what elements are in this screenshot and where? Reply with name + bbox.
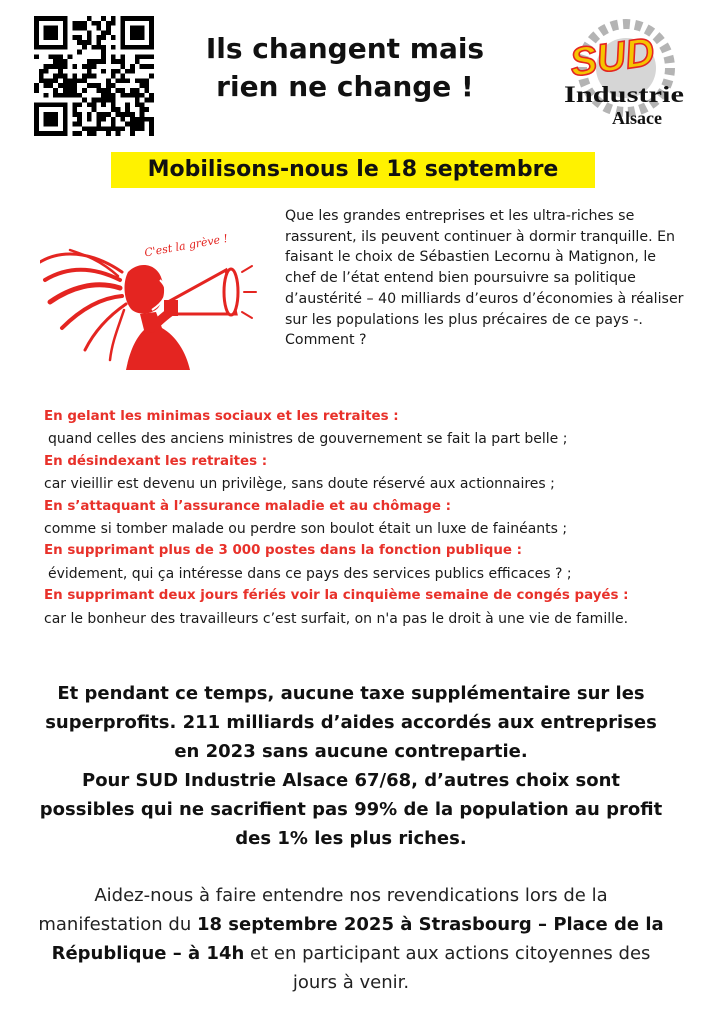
measure-item (44, 406, 696, 451)
megaphone-woman-icon (40, 210, 260, 380)
measure-title: En s’attaquant à l’assurance maladie et au chômage : (44, 498, 452, 514)
call-to-action (20, 881, 682, 997)
sud-industrie-alsace-logo (556, 12, 688, 130)
measure-title: En gelant les minimas sociaux et les retraites : (44, 409, 399, 424)
title-line-2: rien ne change ! (216, 70, 474, 103)
qr-code-icon (34, 16, 154, 136)
statement-line: superprofits. 211 milliards d’aides accordés aux entreprises (45, 712, 657, 733)
statement-line: des 1% les plus riches. (235, 828, 467, 849)
title-line-1: Ils changent mais (205, 32, 485, 65)
measure-item (44, 451, 696, 496)
measure-title: En supprimant deux jours fériés voir la cinquième semaine de congés payés : (44, 588, 629, 604)
cta-line: jours à venir. (292, 972, 410, 993)
statement-block (20, 679, 682, 853)
illustration-caption: C'est la grève ! (143, 231, 229, 260)
measure-item (44, 540, 696, 585)
event-details: 18 septembre 2025 à Strasbourg – Place de la (196, 914, 664, 935)
cta-line: Aidez-nous à faire entendre nos revendications lors de la (94, 885, 608, 906)
measure-text: quand celles des anciens ministres de gouvernement se fait la part belle ; (48, 431, 568, 448)
date-banner: Mobilisons-nous le 18 septembre (111, 152, 595, 188)
measures-list (44, 406, 696, 630)
statement-line: possibles qui ne sacrifient pas 99% de la population au profit (39, 799, 663, 820)
measure-text: car vieillir est devenu un privilège, sans doute réservé aux actionnaires ; (44, 476, 555, 493)
measure-item (44, 496, 696, 541)
measure-text: car le bonheur des travailleurs c’est surfait, on n'a pas le droit à une vie de famille. (44, 610, 629, 627)
cta-line (20, 910, 682, 939)
statement-line: Et pendant ce temps, aucune taxe supplémentaire sur les (57, 683, 645, 704)
statement-line: en 2023 sans aucune contrepartie. (174, 741, 528, 762)
page-title (180, 30, 510, 106)
event-details: République – à 14h (51, 943, 245, 964)
measure-item (44, 585, 696, 630)
measure-title: En désindexant les retraites : (44, 453, 268, 469)
measure-title: En supprimant plus de 3 000 postes dans la fonction publique : (44, 543, 522, 559)
cta-line (20, 939, 682, 968)
logo-sud-text: SUD (567, 29, 658, 86)
statement-line: Pour SUD Industrie Alsace 67/68, d’autres choix sont (82, 770, 620, 791)
cta-text: manifestation du (38, 914, 197, 935)
logo-alsace-text: Alsace (612, 108, 662, 128)
measure-text: évidement, qui ça intéresse dans ce pays des services publics efficaces ? ; (48, 565, 572, 582)
measure-text: comme si tomber malade ou perdre son boulot était un luxe de fainéants ; (44, 521, 568, 538)
intro-paragraph: Que les grandes entreprises et les ultra-riches se rassurent, ils peuvent continuer à dormir tranquille. En faisant le choix de Sébastien Lecornu à Matignon, le chef de l’état entend bien poursuivre sa politique d’austérité – 40 milliards d’euros d’économies à réaliser sur les populations les plus précaires de ce pays -. Comment ? (285, 208, 684, 349)
logo-industrie-text: Industrie (564, 82, 684, 107)
cta-text: et en participant aux actions citoyennes des (244, 943, 651, 964)
